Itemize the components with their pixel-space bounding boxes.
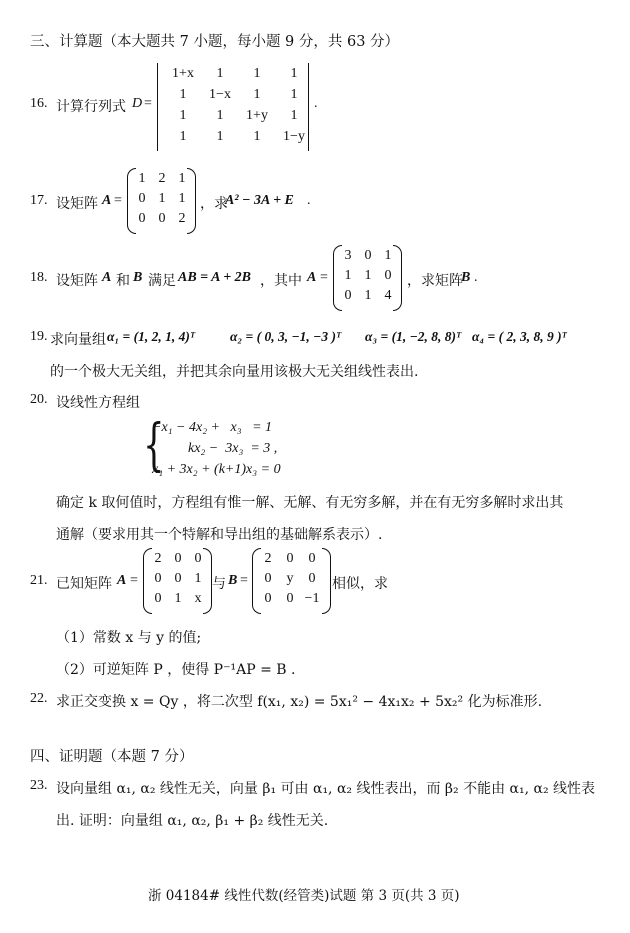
q18-eq: = xyxy=(320,270,328,285)
matrix-cell: 1 xyxy=(216,108,224,123)
matrix-cell: 1 xyxy=(179,108,187,123)
q22-number: 22. xyxy=(30,691,48,706)
matrix-cell: 1−y xyxy=(283,129,305,144)
q18-number: 18. xyxy=(30,270,48,285)
q19-a4: α₄ = ( 2, 3, 8, 9 )ᵀ xyxy=(472,329,567,344)
matrix-cell: 0 xyxy=(286,591,294,606)
matrix-cell: 2 xyxy=(264,551,272,566)
q21-mid: 与 xyxy=(212,576,226,592)
q19-a3: α₃ = (1, −2, 8, 8)ᵀ xyxy=(365,329,461,344)
page-footer: 浙 04184# 线性代数(经管类)试题 第 3 页(共 3 页) xyxy=(148,888,460,904)
matrix-cell: 0 xyxy=(308,551,316,566)
q18-text2: 满足 xyxy=(148,273,176,289)
matrix-cell: −1 xyxy=(304,591,320,606)
matrix-cell: 1 xyxy=(290,66,298,81)
q16-eq: = xyxy=(144,96,152,111)
matrix-cell: 0 xyxy=(384,268,392,283)
matrix-cell: 1 xyxy=(253,66,261,81)
matrix-cell: 1 xyxy=(290,87,298,102)
matrix-cell: 1−x xyxy=(209,87,231,102)
matrix-cell: 0 xyxy=(174,571,182,586)
q20-title: 设线性方程组 xyxy=(56,395,140,411)
matrix-cell: 0 xyxy=(174,551,182,566)
q19-a2: α₂ = ( 0, 3, −1, −3 )ᵀ xyxy=(230,329,341,344)
matrix-cell: 1 xyxy=(253,129,261,144)
matrix-cell: 0 xyxy=(286,551,294,566)
matrix-cell: 1 xyxy=(364,288,372,303)
matrix-cell: 1 xyxy=(138,171,146,186)
q20-line2: 通解（要求用其一个特解和导出组的基础解系表示）. xyxy=(56,527,383,543)
q18-B: B xyxy=(133,270,143,285)
matrix-cell: 1+x xyxy=(172,66,194,81)
matrix-cell: 1 xyxy=(194,571,202,586)
q19-a1: α₁ = (1, 2, 1, 4)ᵀ xyxy=(107,329,195,344)
matrix-cell: 1 xyxy=(179,87,187,102)
q21-sub2: （2）可逆矩阵 P ，使得 P⁻¹AP = B . xyxy=(56,662,296,678)
q19-line1a: 求向量组 xyxy=(50,332,106,348)
matrix-cell: 0 xyxy=(154,591,162,606)
matrix-cell: 4 xyxy=(384,288,392,303)
matrix-cell: y xyxy=(286,571,294,586)
q17-var: A xyxy=(102,193,112,208)
q20-eq2: kx₂ − 3x₃ = 3 , xyxy=(188,441,278,456)
q18-A: A xyxy=(102,270,112,285)
matrix-cell: 1 xyxy=(253,87,261,102)
matrix-cell: 2 xyxy=(154,551,162,566)
matrix-cell: 1 xyxy=(158,191,166,206)
q16-det-left-bar xyxy=(157,63,158,151)
q19-number: 19. xyxy=(30,329,48,344)
q23-line2: 出. 证明：向量组 α₁, α₂, β₁ + β₂ 线性无关. xyxy=(56,813,329,829)
matrix-cell: 1 xyxy=(216,129,224,144)
q20-eq1: −x₁ − 4x₂ + x₃ = 1 xyxy=(152,420,273,435)
q17-tail: ，求 xyxy=(200,196,228,212)
matrix-cell: 1 xyxy=(174,591,182,606)
q17-end: . xyxy=(307,193,311,208)
matrix-cell: 0 xyxy=(154,571,162,586)
q20-brace: { xyxy=(143,413,165,478)
q21-number: 21. xyxy=(30,573,48,588)
q17-number: 17. xyxy=(30,193,48,208)
matrix-cell: 1 xyxy=(364,268,372,283)
q18-tail: ，求矩阵 xyxy=(407,273,463,289)
q17-expr: A² − 3A + E xyxy=(225,193,294,208)
q16-number: 16. xyxy=(30,96,48,111)
q18-text3: ，其中 xyxy=(260,273,302,289)
q18-cond: AB = A + 2B xyxy=(178,270,252,285)
q16-end: . xyxy=(314,96,318,111)
q18-var: A xyxy=(307,270,317,285)
q19-line2: 的一个极大无关组，并把其余向量用该极大无关组线性表出. xyxy=(50,364,419,380)
matrix-cell: 1 xyxy=(290,108,298,123)
q18-tailvar: B xyxy=(461,270,471,285)
matrix-cell: 0 xyxy=(344,288,352,303)
q21-varB: B xyxy=(228,573,238,588)
matrix-cell: 0 xyxy=(158,211,166,226)
matrix-cell: 1+y xyxy=(246,108,268,123)
q21-eqB: = xyxy=(240,573,248,588)
matrix-cell: 2 xyxy=(158,171,166,186)
matrix-cell: 0 xyxy=(264,571,272,586)
matrix-cell: 1 xyxy=(384,248,392,263)
section-3-title: 三、计算题（本大题共 7 小题，每小题 9 分，共 63 分） xyxy=(30,34,400,50)
matrix-cell: 2 xyxy=(178,211,186,226)
q22-text: 求正交变换 x = Qy ，将二次型 f(x₁, x₂) = 5x₁² − 4x₁x₂ + 5x₂² 化为标准形. xyxy=(56,694,543,710)
matrix-cell: 0 xyxy=(264,591,272,606)
q23-number: 23. xyxy=(30,778,48,793)
q21-tail: 相似，求 xyxy=(332,576,388,592)
q16-text: 计算行列式 xyxy=(56,99,126,115)
matrix-cell: 1 xyxy=(178,171,186,186)
section-4-title: 四、证明题（本题 7 分） xyxy=(30,749,194,765)
matrix-cell: 1 xyxy=(179,129,187,144)
q17-text: 设矩阵 xyxy=(56,196,98,212)
q20-line1: 确定 k 取何值时，方程组有惟一解、无解、有无穷多解，并在有无穷多解时求出其 xyxy=(56,495,564,511)
matrix-cell: 1 xyxy=(344,268,352,283)
q18-text1: 设矩阵 xyxy=(56,273,98,289)
q21-sub1: （1）常数 x 与 y 的值; xyxy=(56,630,202,646)
q21-B-right-paren xyxy=(322,548,331,614)
matrix-cell: 0 xyxy=(138,191,146,206)
q21-text: 已知矩阵 xyxy=(56,576,112,592)
matrix-cell: x xyxy=(194,591,202,606)
matrix-cell: 0 xyxy=(138,211,146,226)
matrix-cell: 0 xyxy=(308,571,316,586)
matrix-cell: 1 xyxy=(216,66,224,81)
q16-var: D xyxy=(132,96,143,111)
q18-end: . xyxy=(474,270,478,285)
q20-eq3: x₁ + 3x₂ + (k+1)x₃ = 0 xyxy=(152,462,281,477)
q23-line1: 设向量组 α₁, α₂ 线性无关，向量 β₁ 可由 α₁, α₂ 线性表出，而 β₂ 不能由 α₁, α₂ 线性表 xyxy=(56,781,596,797)
matrix-cell: 1 xyxy=(178,191,186,206)
q18-and: 和 xyxy=(116,273,130,289)
matrix-cell: 0 xyxy=(364,248,372,263)
q17-eq: = xyxy=(114,193,122,208)
q20-number: 20. xyxy=(30,392,48,407)
matrix-cell: 3 xyxy=(344,248,352,263)
matrix-cell: 0 xyxy=(194,551,202,566)
q21-varA: A xyxy=(117,573,127,588)
q21-eq: = xyxy=(130,573,138,588)
